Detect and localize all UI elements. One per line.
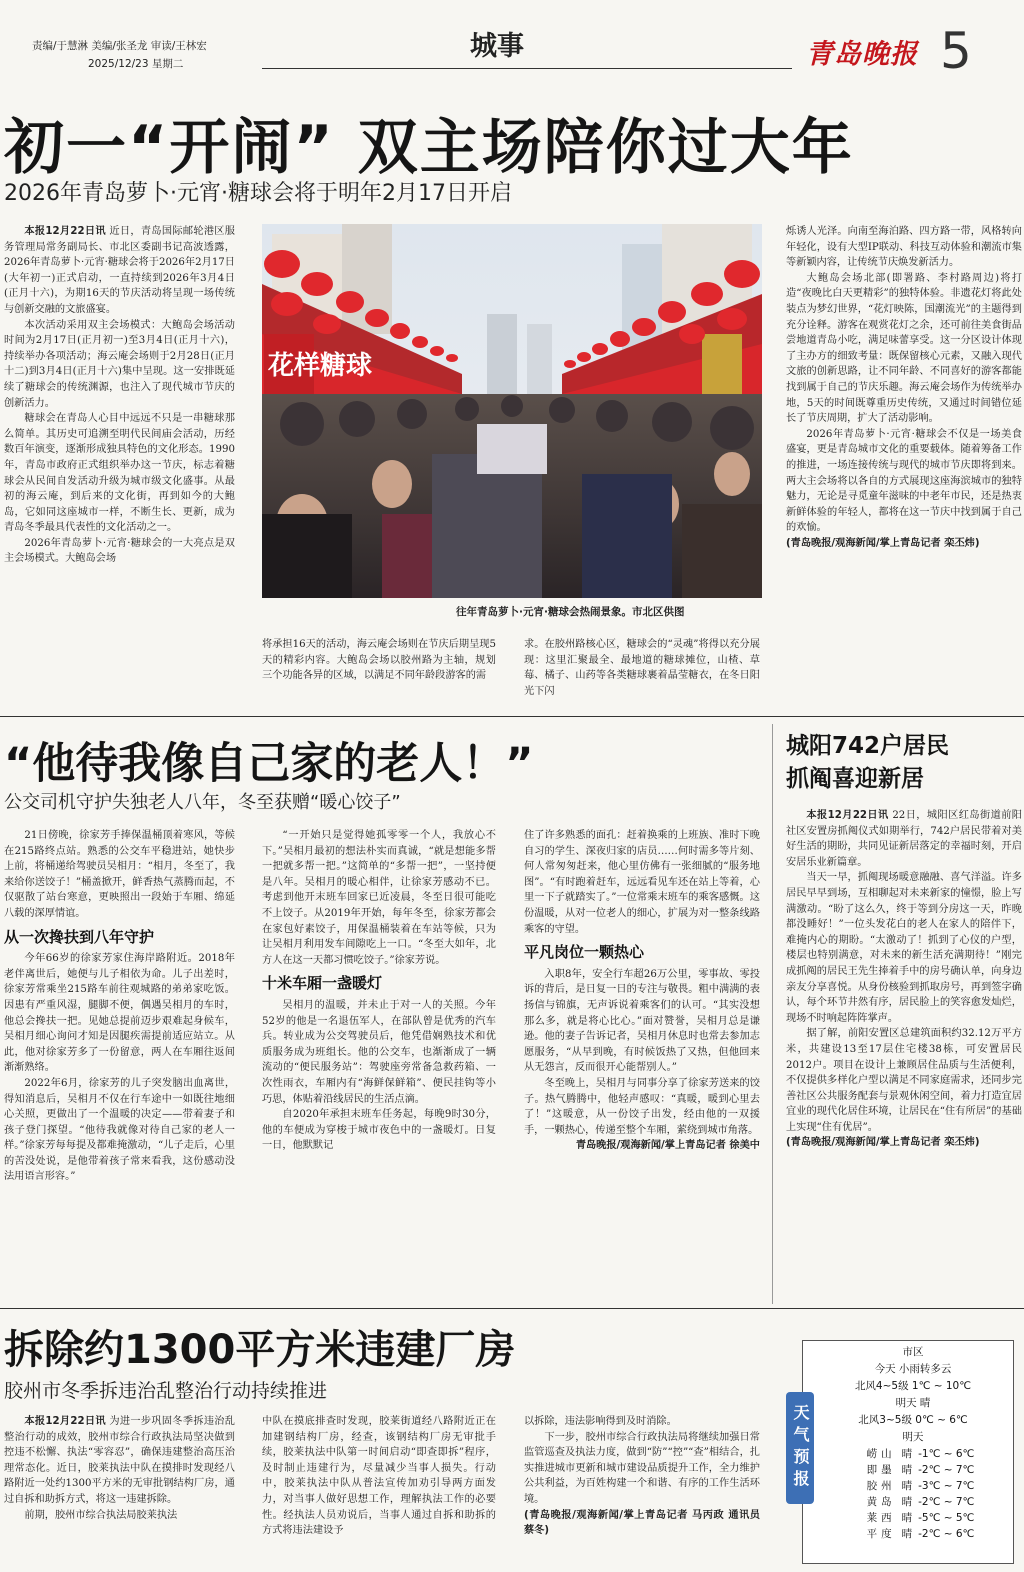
weather-city-cond: 晴	[901, 1480, 913, 1492]
masthead-date: 2025/12/23 星期二	[88, 58, 184, 70]
article2-subhead: 十米车厢一盏暖灯	[262, 974, 383, 993]
weather-area: 市区	[902, 1346, 924, 1358]
weather-city-cond: 晴	[901, 1448, 913, 1460]
weather-city-range: -2℃ ~ 7℃	[918, 1464, 975, 1476]
article1-lead: 本报12月22日讯	[24, 226, 106, 237]
article1-col3	[524, 637, 760, 710]
article4-col3	[524, 1414, 760, 1570]
weather-city-name: 平度	[866, 1528, 896, 1540]
article1-para: 大鲍岛会场北部(即署路、李村路周边)将打造“夜晚比白天更精彩”的独特体验。非遗花灯将此处装点为梦幻世界，“花灯映陈，国潮流光”的主题得到充分诠释。游客在观赏花灯之余，还可前往美食街品尝地道青岛小吃，满足味蕾享受。这一分区设计体现了主办方的细致考量：既保留核心元素，又融入现代文旅的创新思路，让不同年龄、不同喜好的游客都能找到属于自己的节庆乐趣。海云庵会场作为传统举办地，5天的时间既尊重历史传统，又通过时间错位延长了节庆周期，扩大了活动影响。	[786, 272, 1022, 425]
divider	[0, 716, 1024, 717]
masthead-editors: 责编/于慧淋 美编/张圣龙 审读/王林宏	[32, 40, 207, 52]
article2-col1	[4, 828, 235, 1298]
weather-label-tag	[786, 1392, 814, 1504]
weather-city-name: 崂山	[866, 1448, 896, 1460]
article1-subheadline: 2026年青岛萝卜·元宵·糖球会将于明年2月17日开启	[4, 181, 512, 206]
article2-col3	[524, 828, 760, 1298]
article1-col4	[786, 224, 1022, 710]
article2-headline: “他待我像自己家的老人！”	[4, 739, 534, 789]
weather-city-name: 胶州	[866, 1480, 896, 1492]
weather-city-name: 黄岛	[866, 1496, 896, 1508]
article3-headline-line1: 城阳742户居民	[786, 733, 950, 759]
weather-section-label: 明天	[902, 1431, 924, 1443]
article4-para: 下一步，胶州市综合行政执法局将继续加强日常监管巡查及执法力度，做到“防”“控”“查”相结合，扎实推进城市更新和城市建设品质提升工作，全力维护公共利益，为百姓构建一个和谐、有序的工作生活环境。	[524, 1431, 760, 1505]
article1-headline: 初一“开闹” 双主场陪你过大年	[4, 113, 854, 183]
weather-city-name: 莱西	[866, 1512, 896, 1524]
article4-subheadline: 胶州市冬季拆违治乱整治行动持续推进	[4, 1380, 328, 1402]
article1-para: 烁诱人光泽。向南至海泊路、四方路一带，风格转向年轻化，设有大型IP联动、科技互动体验和潮流市集等新颖内容，让传统节庆焕发新活力。	[786, 226, 1022, 269]
weather-city-range: -2℃ ~ 7℃	[918, 1496, 975, 1508]
article4-para: 为进一步巩固冬季拆违治乱整治行动的成效，胶州市综合行政执法局坚决做到控违不松懈、执法“零容忍”，确保违建整治高压治理常态化。近日，胶莱执法中队在摸排时发现经八路附近一处约1300平方米的无审批钢结构厂房，通过自拆和助拆方式，将这一违建拆除。	[4, 1416, 235, 1505]
article1-para: 求。在胶州路核心区，糖球会的“灵魂”将得以充分展现：这里汇聚最全、最地道的糖球摊位，山楂、草莓、橘子、山药等各类糖球裹着晶莹糖衣，在冬日阳光下闪	[524, 639, 760, 697]
weather-city-range: -5℃ ~ 5℃	[918, 1512, 975, 1524]
article2-subhead: 平凡岗位一颗热心	[524, 943, 645, 962]
article2-subheadline: 公交司机守护失独老人八年，冬至获赠“暖心饺子”	[4, 792, 401, 813]
article2-para: 住了许多熟悉的面孔：赶着换乘的上班族、准时下晚自习的学生、深夜归家的店员……何时需多等片刻、何人常匆匆赶来，他心里仿佛有一张细腻的“服务地图”。“有时跑着赶车，远远看见车还在站上等着，心里一下子就踏实了。”一位常乘末班车的乘客感慨。这份温暖，从对一位老人的细心，扩展为对一整条线路乘客的守望。	[524, 830, 760, 935]
article3-headline-line2: 抓阄喜迎新居	[786, 766, 924, 792]
article2-para: 冬至晚上，吴相月与同事分享了徐家芳送来的饺子。热气腾腾中，他轻声感叹：“真暖，暖到心里去了！”这暖意，从一份饺子出发，经由他的一双援手，一颗热心，传递至整个车厢，萦绕到城市角落。	[524, 1077, 760, 1136]
article4-para: 以拆除，违法影响得到及时消除。	[524, 1416, 677, 1427]
weather-city-row	[820, 1526, 1006, 1542]
weather-tomorrow: 明天 晴	[895, 1397, 931, 1409]
article2-intro: 21日傍晚，徐家芳手捧保温桶顶着寒风，等候在215路终点站。熟悉的公交车平稳进站，她快步上前，将桶递给驾驶员吴相月：“相月，冬至了，我来给你送饺子！”桶盖掀开，鲜香热气蒸腾而起，不仅驱散了站台寒意，更映照出一段始于车厢、绵延八载的深厚情谊。	[4, 830, 235, 919]
weather-today: 今天 小雨转多云	[874, 1363, 952, 1375]
article1-col1	[4, 224, 235, 710]
article3-body	[786, 808, 1022, 1304]
weather-city-cond: 晴	[901, 1496, 913, 1508]
page-number: 5	[940, 22, 972, 80]
article3-para: 当天一早，抓阄现场暖意融融、喜气洋溢。许多居民早早到场，互相聊起对未来新家的憧憬，脸上写满激动。“盼了这么久，终于等到分房这一天，昨晚都没睡好！”一位头发花白的老人在家人的陪伴下，难掩内心的期盼。“太激动了！抓到了心仪的户型，楼层也特别满意，对未来的新生活充满期待！”刚完成抓阄的居民王先生捧着手中的房号确认单，向身边亲友分享喜悦。从身份核验到抓取房号，再到签字确认，每个环节井然有序，居民脸上的笑容愈发灿烂，现场不时响起阵阵掌声。	[786, 872, 1022, 1024]
article1-col2	[262, 637, 496, 710]
article3-para: 22日，城阳区红岛街道前阳社区安置房抓阄仪式如期举行，742户居民带着对美好生活的期盼，共同见证新居落定的幸福时刻，开启安居乐业新篇章。	[786, 810, 1022, 868]
article1-para: 本次活动采用双主会场模式：大鲍岛会场活动时间为2月17日(正月初一)至3月4日(正月十六)，持续举办各项活动；海云庵会场则于2月28日(正月十二)到3月4日(正月十六)集中呈现。这一安排既延续了糖球会的传统渊源，也注入了现代城市节庆的创新活力。	[4, 319, 235, 409]
article2-para: 吴相月的温暖，并未止于对一人的关照。今年52岁的他是一名退伍军人，在部队曾是优秀的汽车兵。转业成为公交驾驶员后，他凭借娴熟技术和优质服务成为班组长。他的公交车，也渐渐成了一辆流动的“便民服务站”：驾驶座旁常备急救药箱、一次性雨衣，车厢内有“海鲜保鲜箱”、便民挂钩等小巧思，体贴着沿线居民的生活点滴。	[262, 999, 496, 1105]
weather-city-row	[820, 1494, 1006, 1510]
article2-subhead: 从一次搀扶到八年守护	[4, 927, 155, 946]
section-title: 城事	[470, 31, 524, 62]
weather-city-range: -2℃ ~ 6℃	[918, 1528, 975, 1540]
weather-city-row	[820, 1478, 1006, 1494]
weather-city-row	[820, 1446, 1006, 1462]
article4-byline: (青岛晚报/观海新闻/掌上青岛记者 马丙政 通讯员 蔡冬)	[524, 1509, 760, 1537]
weather-label: 天气预报	[791, 1404, 810, 1492]
article3-lead: 本报12月22日讯	[806, 810, 889, 821]
article3-byline: (青岛晚报/观海新闻/掌上青岛记者 栾丕炜)	[786, 1137, 980, 1149]
article1-para: 2026年青岛萝卜·元宵·糖球会不仅是一场美食盛宴，更是青岛城市文化的重要载体。随着筹备工作的推进，一场连接传统与现代的城市节庆即将到来。两大主会场将以各自的方式展现这座海滨城市的独特魅力，无论是寻觅童年滋味的中老年市民，还是热衷新鲜体验的年轻人，都将在这一节庆中找到属于自己的欢愉。	[786, 428, 1022, 534]
masthead-rule	[262, 68, 792, 69]
column-divider	[772, 724, 773, 1304]
weather-city-cond: 晴	[901, 1512, 913, 1524]
weather-city-range: -3℃ ~ 7℃	[918, 1480, 975, 1492]
article4-para: 中队在摸底排查时发现，胶莱街道经八路附近正在加建钢结构厂房，经查，该钢结构厂房无审批手续，胶莱执法中队第一时间启动“即查即拆”程序，及时制止违建行为，尽量减少当事人损失。行动中，胶莱执法中队从普法宣传加劝引导两方面发力，对当事人做好思想工作，理解执法工作的必要性。经执法人员劝说后，当事人通过自拆和助拆的方式将违法建设予	[262, 1416, 496, 1537]
article3-headline	[786, 730, 949, 796]
article2-byline: 青岛晚报/观海新闻/掌上青岛记者 徐美中	[575, 1140, 760, 1152]
weather-city-row	[820, 1462, 1006, 1478]
shop-sign-text: 花样糖球	[268, 351, 373, 381]
weather-today-detail: 北风4~5级 1℃ ~ 10℃	[854, 1380, 972, 1392]
divider	[0, 1308, 1024, 1309]
article4-col2	[262, 1414, 496, 1570]
article1-para: 将承担16天的活动，海云庵会场则在节庆后期呈现5天的精彩内容。大鲍岛会场以胶州路为主轴，规划三个功能各异的区域，以满足不同年龄段游客的需	[262, 639, 496, 682]
article4-col1	[4, 1414, 235, 1570]
article3-para: 据了解，前阳安置区总建筑面积约32.12万平方米，共建设13至17层住宅楼38栋，可安置居民2012户。项目在设计上兼顾居住品质与生活便利，不仅提供多样化户型以满足不同家庭需求，还同步完善社区公共服务配套与景观休闲空间，着力打造宜居宜业的现代化居住环境，让居民在“住有所居”的基础上实现“住有优居”。	[786, 1028, 1022, 1133]
article1-para: 2026年青岛萝卜·元宵·糖球会的一大亮点是双主会场模式。大鲍岛会场	[4, 537, 235, 565]
weather-content	[820, 1344, 1006, 1542]
article4-lead: 本报12月22日讯	[24, 1416, 106, 1427]
article1-para: 糖球会在青岛人心目中远远不只是一串糖球那么简单。其历史可追溯至明代民间庙会活动，历经数百年演变，逐渐形成独具特色的文化形态。1990年，青岛市政府正式组织举办这一节庆，标志着糖球会从民间自发活动升级为城市级文化盛事。从最初的海云庵，到后来的文化街，再到如今的大鲍岛，它如同这座城市一样，不断生长、更新，成为青岛冬季最具代表性的文化活动之一。	[4, 413, 235, 534]
article4-headline: 拆除约1300平方米违建厂房	[4, 1327, 516, 1373]
article2-para: 自2020年承担末班车任务起，每晚9时30分，他的车便成为穿梭于城市夜色中的一盏暖灯。日复一日，他默默记	[262, 1109, 496, 1152]
article2-para: 今年66岁的徐家芳家住海岸路附近。2018年老伴离世后，她便与儿子相依为命。儿子出差时，徐家芳常乘坐215路车前往观城路的弟弟家吃饭。因患有严重风湿，腿脚不便，偶遇吴相月的车时，他总会搀扶一把。见她总提前迈步艰难起身候车，吴相月细心询问才知是因腿疾需提前适应站立。从此，他对徐家芳多了一份留意，两人在车厢往返间渐渐熟络。	[4, 953, 235, 1074]
article1-photo-caption: 往年青岛萝卜·元宵·糖球会热闹景象。市北区供图	[456, 606, 685, 618]
article2-para: “一开始只是觉得她孤零零一个人，我放心不下。”吴相月最初的想法朴实而真诚，“就是想能多帮一把就多帮一把。”这简单的“多帮一把”，一坚持便是八年。吴相月的暖心相伴，让徐家芳感动不已。考虑到他开末班车回家已近凌晨，冬至日很可能吃不上饺子。从2019年开始，每年冬至，徐家芳都会在家包好素饺子，用保温桶装着在车站等候，只为让吴相月利用发车间隙吃上一口。“冬至大如年，北方人在这一天都习惯吃饺子。”徐家芳说。	[262, 830, 496, 966]
weather-city-row	[820, 1510, 1006, 1526]
weather-city-cond: 晴	[901, 1528, 913, 1540]
article1-photo	[262, 224, 762, 598]
article2-col2	[262, 828, 496, 1298]
article1-byline: (青岛晚报/观海新闻/掌上青岛记者 栾丕炜)	[786, 537, 980, 549]
article2-para: 入职8年，安全行车超26万公里，零事故、零投诉的背后，是日复一日的专注与敬畏。粗中满满的表扬信与锦旗，无声诉说着乘客们的认可。“其实没想那么多，就是将心比心。”面对赞誉，吴相月总是谦逊。他的妻子告诉记者，吴相月休息时也常去参加志愿服务，“从早到晚，有时候饭热了又热，但他回来从无怨言，反而很开心能帮别人。”	[524, 968, 760, 1074]
article2-para: 2022年6月，徐家芳的儿子突发脑出血离世，得知消息后，吴相月不仅在行车途中一如既往地细心关照，更做出了一个温暖的决定——带着妻子和孩子登门探望。“他待我就像对待自己家的老人一样。”徐家芳每每提及都难掩激动，“儿子走后，心里的苦没处说，是他带着孩子常来看我，这份感动没法用语言形容。”	[4, 1077, 235, 1183]
weather-city-range: -1℃ ~ 6℃	[918, 1448, 975, 1460]
weather-city-name: 即墨	[866, 1464, 896, 1476]
article1-para: 近日，青岛国际邮轮港区服务管理局常务副局长、市北区委副书记高波透露，2026年青岛萝卜·元宵·糖球会将于2026年2月17日(大年初一)正式启动，一直持续到2026年3月4日(正月十六)，为期16天的节庆活动将呈现一场传统与创新交融的文旅盛宴。	[4, 226, 235, 315]
article4-para: 前期，胶州市综合执法局胶莱执法	[24, 1509, 178, 1521]
weather-city-cond: 晴	[901, 1464, 913, 1476]
paper-logo: 青岛晚报	[806, 39, 918, 70]
weather-tomorrow-detail: 北风3~5级 0℃ ~ 6℃	[858, 1414, 968, 1426]
